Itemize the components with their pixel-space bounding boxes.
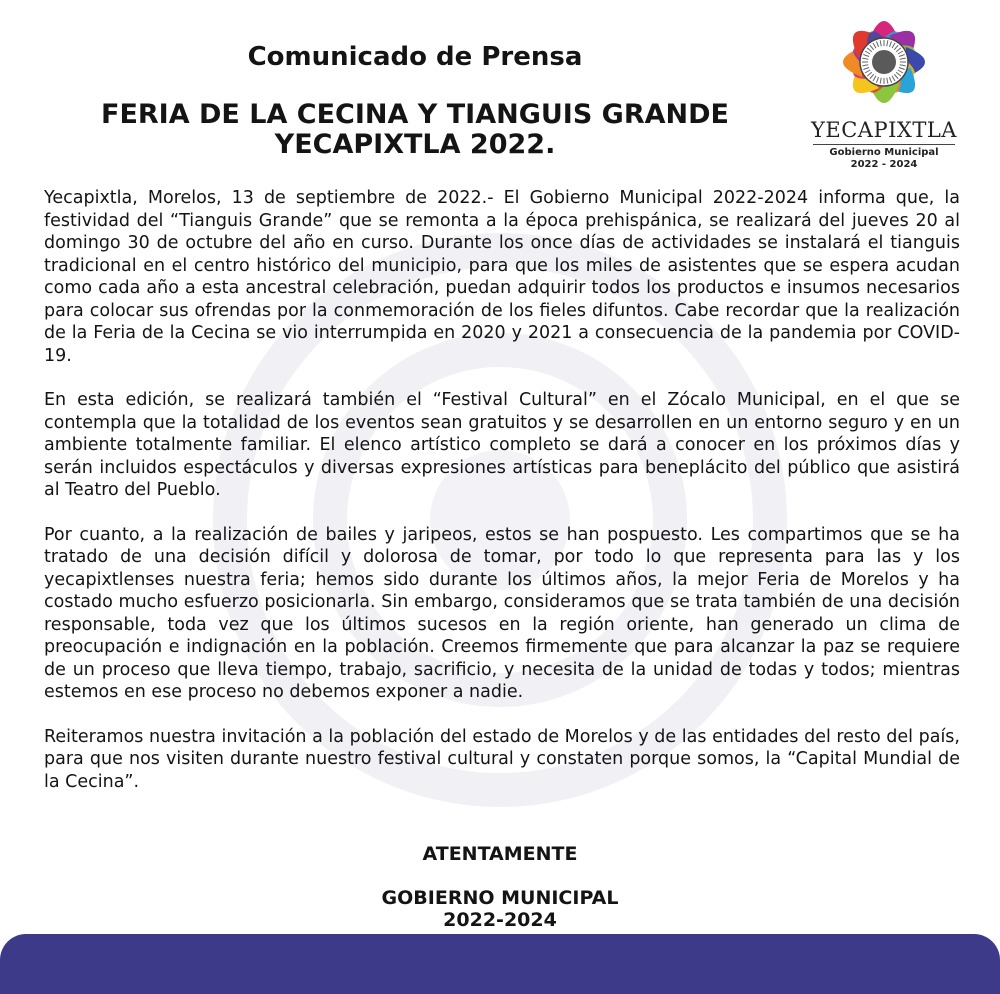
press-release-body xyxy=(44,187,960,815)
flower-emblem-icon xyxy=(828,6,940,118)
page-title xyxy=(0,100,830,160)
emblem-core xyxy=(872,50,896,74)
signer-years: 2022-2024 xyxy=(443,909,557,931)
closing-regards: ATENTAMENTE xyxy=(422,843,578,865)
title-line-2: YECAPIXTLA 2022. xyxy=(274,129,556,160)
signature-block xyxy=(0,887,1000,931)
signer-name: GOBIERNO MUNICIPAL xyxy=(381,887,619,909)
paragraph: En esta edición, se realizará también el “Festival Cultural” en el Zócalo Municipal, en el que se contempla que la totalidad de los eventos sean gratuitos y se desarrollen en un entorno seguro y en un ambiente totalmente familiar. El elenco artístico completo se dará a conocer en los próximos días y serán incluidos espectáculos y diversas expresiones artísticas para beneplácito del público que asistirá al Teatro del Pueblo. xyxy=(44,390,960,500)
press-release-label: Comunicado de Prensa xyxy=(247,42,583,72)
paragraph: Reiteramos nuestra invitación a la población del estado de Morelos y de las entidades del resto del país, para que nos visiten durante nuestro festival cultural y constaten porque somos, la “Capital Mundial de la Cecina”. xyxy=(44,726,960,792)
logo-subtitle: Gobierno Municipal xyxy=(829,147,939,158)
title-line-1: FERIA DE LA CECINA Y TIANGUIS GRANDE xyxy=(101,99,729,130)
municipal-logo xyxy=(806,6,962,172)
logo-years: 2022 - 2024 xyxy=(850,159,918,170)
logo-divider xyxy=(813,144,955,145)
paragraph: Por cuanto, a la realización de bailes y jaripeos, estos se han pospuesto. Les compartimos que se ha tratado de una decisión difícil y dolorosa de tomar, por todo lo que representa para las y los yecapixtlenses nuestra feria; hemos sido durante los últimos años, la mejor Feria de Morelos y ha costado mucho esfuerzo posicionarla. Sin embargo, consideramos que se trata también de una decisión responsable, toda vez que los últimos sucesos en la región oriente, han generado un clima de preocupación e indignación en la población. Creemos firmemente que para alcanzar la paz se requiere de un proceso que lleva tiempo, trabajo, sacrificio, y necesita de la unidad de todas y todos; mientras estemos en ese proceso no debemos exponer a nadie. xyxy=(44,524,960,702)
logo-name: YECAPIXTLA xyxy=(811,118,957,142)
paragraph: Yecapixtla, Morelos, 13 de septiembre de 2022.- El Gobierno Municipal 2022-2024 informa que, la festividad del “Tianguis Grande” que se remonta a la época prehispánica, se realizará del jueves 20 al domingo 30 de octubre del año en curso. Durante los once días de actividades se instalará el tianguis tradicional en el centro histórico del municipio, para que los miles de asistentes que se espera acudan como cada año a esta ancestral celebración, puedan adquirir todos los productos e insumos necesarios para colocar sus ofrendas por la conmemoración de los fieles difuntos. Cabe recordar que la realización de la Feria de la Cecina se vio interrumpida en 2020 y 2021 a consecuencia de la pandemia por COVID-19. xyxy=(44,188,960,366)
footer-band xyxy=(0,934,1000,994)
